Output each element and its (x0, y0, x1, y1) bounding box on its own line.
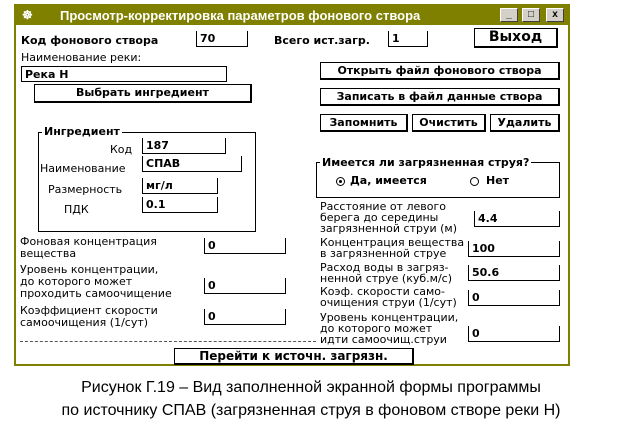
right-coef-label-1: Коэф. скорости само- (320, 285, 445, 298)
figure-caption-line-2: по источнику СПАВ (загрязненная струя в фоновом створе реки Н) (61, 402, 561, 419)
dist-label-2: берега до середины (320, 211, 439, 224)
open-file-button[interactable]: Открыть файл фонового створа (320, 62, 560, 80)
bg-conc-field[interactable]: 0 (204, 238, 286, 254)
ingredient-pdk-field[interactable]: 0.1 (142, 197, 218, 213)
app-icon[interactable]: ☸ (22, 8, 33, 22)
delete-button[interactable]: Удалить (490, 114, 560, 132)
conc-label-1: Концентрация вещества (320, 236, 465, 249)
right-level-label-2: до которого может (320, 322, 433, 335)
remember-button[interactable]: Запомнить (320, 114, 408, 132)
left-coef-field[interactable]: 0 (204, 309, 286, 325)
flow-field[interactable]: 50.6 (468, 265, 560, 281)
go-to-source-button[interactable]: Перейти к источн. загрязн. (174, 348, 414, 365)
minimize-button[interactable]: _ (500, 8, 518, 22)
polluted-stream-question: Имеется ли загрязненная струя? (322, 156, 530, 169)
ingredient-name-label: Наименование (40, 162, 126, 175)
code-field[interactable]: 70 (196, 31, 248, 47)
write-file-button[interactable]: Записать в файл данные створа (320, 88, 560, 106)
close-button[interactable]: x (546, 8, 564, 22)
dist-label-3: загрязненной струи (м) (320, 222, 458, 235)
ingredient-pdk-label: ПДК (64, 203, 89, 216)
ingredient-name-field[interactable]: СПАВ (142, 156, 242, 172)
conc-label-2: в загрязненной струе (320, 247, 447, 260)
radio-no[interactable] (470, 177, 479, 186)
main-window (14, 4, 570, 366)
window-title: Просмотр-корректировка параметров фонового створа (60, 8, 421, 23)
left-level-label-3: проходить самоочищение (20, 287, 172, 300)
left-level-label-2: до которого может (20, 275, 133, 288)
radio-yes[interactable] (336, 177, 345, 186)
right-coef-label-2: очищения струи (1/сут) (320, 296, 457, 309)
right-level-label-3: идти самоочищ.струи (320, 333, 447, 346)
radio-yes-label[interactable]: Да, имеется (350, 174, 427, 187)
right-coef-field[interactable]: 0 (468, 290, 560, 306)
conc-field[interactable]: 100 (468, 241, 560, 257)
bg-conc-label-2: вещества (20, 247, 77, 260)
left-level-label-1: Уровень концентрации, (20, 263, 159, 276)
dist-field[interactable]: 4.4 (474, 211, 560, 227)
ingredient-unit-field[interactable]: мг/л (142, 178, 218, 194)
bottom-separator (20, 341, 316, 342)
left-level-field[interactable]: 0 (204, 278, 286, 294)
radio-no-label[interactable]: Нет (486, 174, 510, 187)
total-field[interactable]: 1 (388, 31, 428, 47)
ingredient-code-label: Код (110, 143, 133, 156)
bg-conc-label-1: Фоновая концентрация (20, 235, 157, 248)
left-coef-label-1: Коэффициент скорости (20, 304, 158, 317)
ingredient-code-field[interactable]: 187 (142, 138, 226, 154)
flow-label-1: Расход воды в загряз- (320, 261, 449, 274)
ingredient-group-title: Ингредиент (44, 125, 120, 138)
title-bar (16, 6, 568, 25)
clear-button[interactable]: Очистить (412, 114, 486, 132)
river-field[interactable]: Река Н (21, 66, 227, 82)
river-label: Наименование реки: (21, 51, 142, 64)
choose-ingredient-button[interactable]: Выбрать ингредиент (34, 84, 252, 103)
maximize-button[interactable]: □ (522, 8, 540, 22)
flow-label-2: ненной струе (куб.м/с) (320, 272, 452, 285)
code-label: Код фонового створа (21, 34, 159, 47)
figure-caption-line-1: Рисунок Г.19 – Вид заполненной экранной формы программы (81, 379, 541, 396)
right-level-label-1: Уровень концентрации, (320, 311, 459, 324)
ingredient-unit-label: Размерность (48, 183, 123, 196)
total-label: Всего ист.загр. (274, 34, 370, 47)
left-coef-label-2: самоочищения (1/сут) (20, 316, 149, 329)
exit-button[interactable]: Выход (474, 28, 558, 48)
right-level-field[interactable]: 0 (468, 326, 560, 342)
dist-label-1: Расстояние от левого (320, 200, 446, 213)
